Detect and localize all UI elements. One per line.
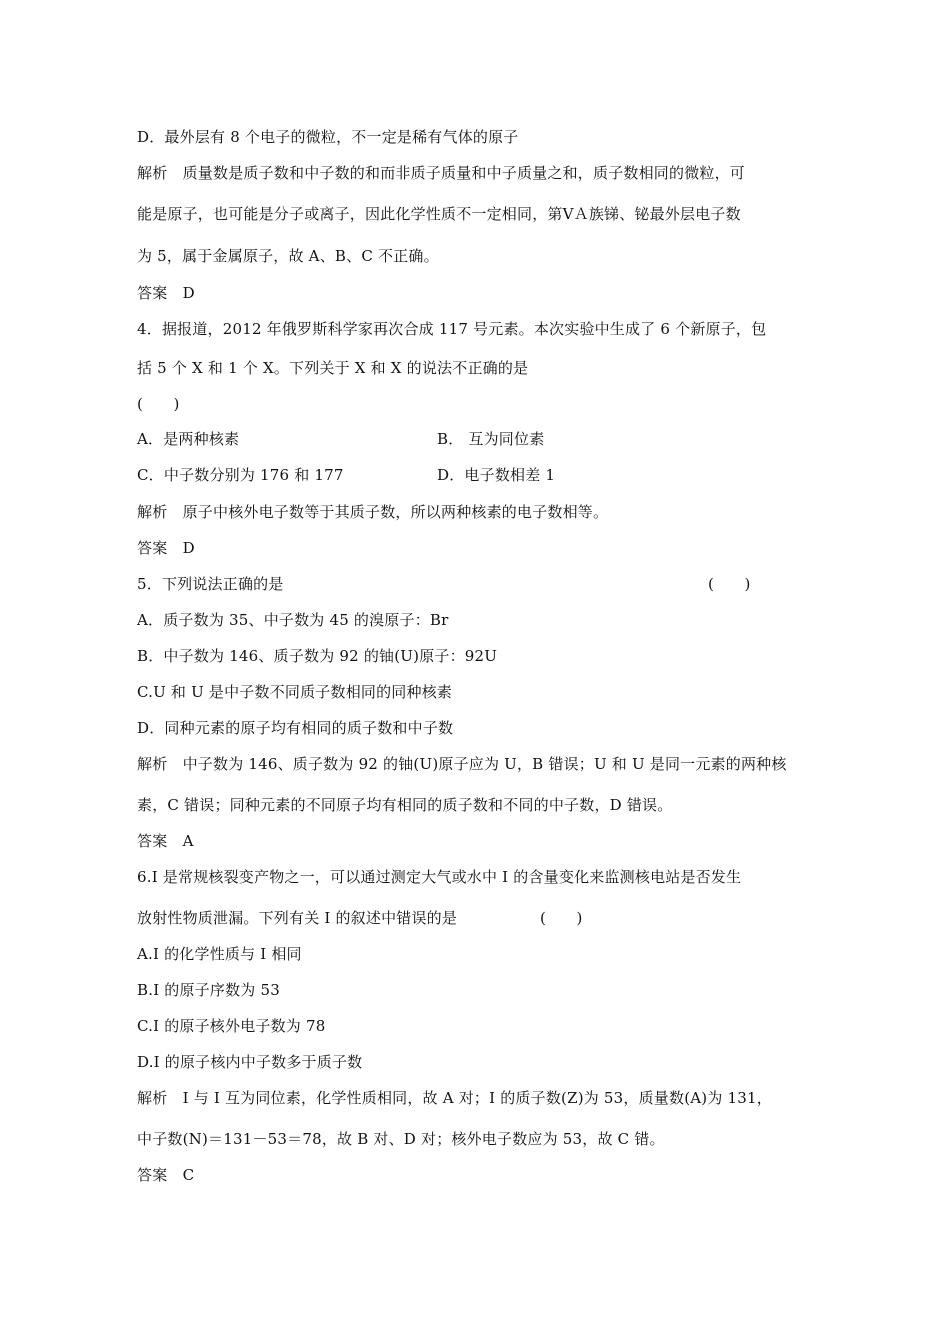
q4-answer-paren: ( ) <box>137 395 180 413</box>
q4-option-c: C．中子数分别为 176 和 177 <box>137 466 344 484</box>
q6-analysis-line-1: 解析 I 与 I 互为同位素，化学性质相同，故 A 对；I 的质子数(Z)为 53，质量数(A)为 131， <box>137 1089 772 1107</box>
q4-option-b: B． 互为同位素 <box>437 430 545 448</box>
q4-analysis: 解析 原子中核外电子数等于其质子数，所以两种核素的电子数相等。 <box>137 503 609 521</box>
q3-analysis-line-2: 能是原子，也可能是分子或离子，因此化学性质不一定相同，第ⅤＡ族锑、铋最外层电子数 <box>137 205 741 223</box>
q6-option-b: B.I 的原子序数为 53 <box>137 981 280 999</box>
q3-analysis-line-1: 解析 质量数是质子数和中子数的和而非质子质量和中子质量之和，质子数相同的微粒，可 <box>137 164 746 182</box>
q6-option-c: C.I 的原子核外电子数为 78 <box>137 1017 326 1035</box>
q4-option-a: A．是两种核素 <box>137 430 240 448</box>
q6-stem-line-2: 放射性物质泄漏。下列有关 I 的叙述中错误的是 <box>137 909 458 927</box>
q5-analysis-line-2: 素，C 错误；同种元素的不同原子均有相同的质子数和不同的中子数，D 错误。 <box>137 796 673 814</box>
q4-option-d: D．电子数相差 1 <box>437 466 556 484</box>
q6-answer: 答案 C <box>137 1166 195 1184</box>
q3-analysis-line-3: 为 5，属于金属原子，故 A、B、C 不正确。 <box>137 247 439 265</box>
q5-stem: 5．下列说法正确的是 <box>137 575 284 593</box>
q4-stem-line-1: 4．据报道，2012 年俄罗斯科学家再次合成 117 号元素。本次实验中生成了 6 个新原子，包 <box>137 320 767 338</box>
q5-option-c: C.U 和 U 是中子数不同质子数相同的同种核素 <box>137 683 453 701</box>
q4-answer: 答案 D <box>137 539 195 557</box>
q5-option-a: A．质子数为 35、中子数为 45 的溴原子：Br <box>137 611 449 629</box>
q3-answer: 答案 D <box>137 284 195 302</box>
q5-option-b: B．中子数为 146、质子数为 92 的铀(U)原子：92U <box>137 647 498 665</box>
q5-analysis-line-1: 解析 中子数为 146、质子数为 92 的铀(U)原子应为 U，B 错误；U 和 U 是同一元素的两种核 <box>137 755 787 773</box>
q4-stem-line-2: 括 5 个 X 和 1 个 X。下列关于 X 和 X 的说法不正确的是 <box>137 359 529 377</box>
q5-option-d: D．同种元素的原子均有相同的质子数和中子数 <box>137 719 454 737</box>
q6-stem-line-1: 6.I 是常规核裂变产物之一，可以通过测定大气或水中 I 的含量变化来监测核电站是否发生 <box>137 868 742 886</box>
q3-option-d: D．最外层有 8 个电子的微粒，不一定是稀有气体的原子 <box>137 128 519 146</box>
q5-answer: 答案 A <box>137 832 194 850</box>
q6-option-d: D.I 的原子核内中子数多于质子数 <box>137 1053 363 1071</box>
q5-answer-paren: ( ) <box>708 575 751 593</box>
q6-answer-paren: ( ) <box>540 909 583 927</box>
q6-analysis-line-2: 中子数(N)＝131－53＝78，故 B 对、D 对；核外电子数应为 53，故 C 错。 <box>137 1130 665 1148</box>
q6-option-a: A.I 的化学性质与 I 相同 <box>137 945 302 963</box>
